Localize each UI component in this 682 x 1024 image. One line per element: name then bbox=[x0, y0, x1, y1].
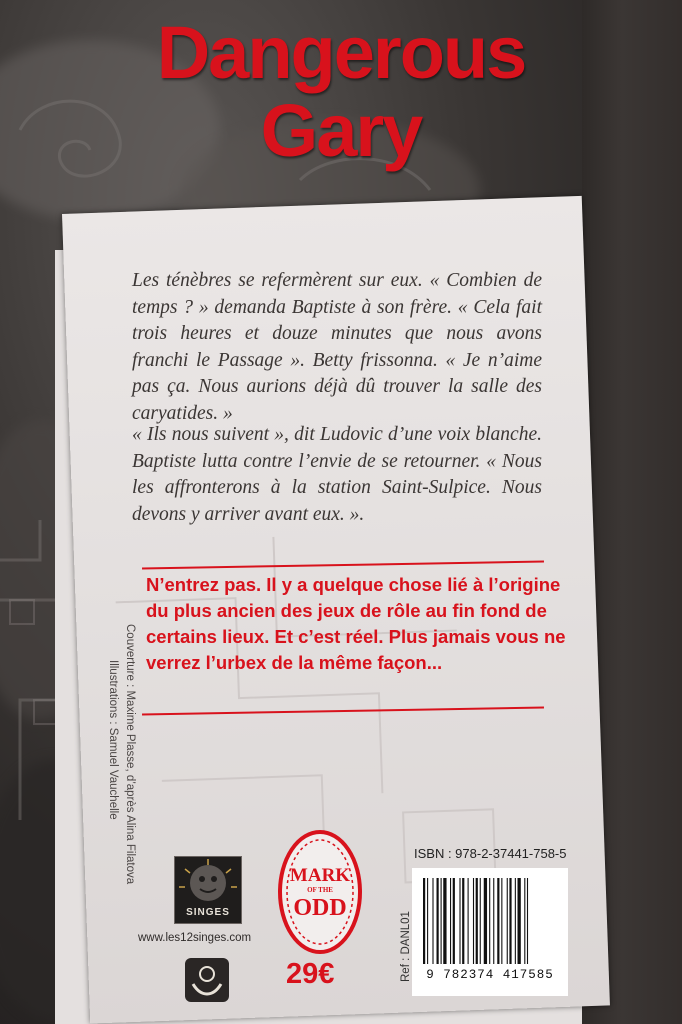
title-line-1: Dangerous bbox=[156, 11, 526, 94]
story-paragraph-1: Les ténèbres se refermèrent sur eux. « Combien de temps ? » demanda Baptiste à son frère. « Cela fait trois heures et douze minutes que nous avons franchi le Passage ». Betty frissonna. « Je n’aime pas ça. Nous aurions déjà dû trouver la salle des caryatides. » bbox=[132, 270, 542, 424]
small-logo bbox=[185, 958, 229, 1002]
publisher-logo-text: SINGES bbox=[186, 907, 230, 918]
barcode-box bbox=[412, 868, 568, 996]
story-paragraph-2: « Ils nous suivent », dit Ludovic d’une voix blanche. Baptiste lutta contre l’envie de se retourner. « Nous les affronterons à la station Saint-Sulpice. Nous devons y arriver avant eux. ». bbox=[132, 424, 542, 525]
badge-line-1: MARK bbox=[289, 865, 351, 886]
book-title bbox=[0, 11, 682, 172]
title-line-2: Gary bbox=[260, 89, 422, 172]
barcode-icon bbox=[421, 878, 559, 966]
publisher-website[interactable]: www.les12singes.com bbox=[138, 932, 252, 944]
isbn: ISBN : 978-2-37441-758-5 bbox=[414, 846, 567, 861]
credit-cover: Couverture : Maxime Plasse, d’après Alina Filatova bbox=[124, 624, 136, 885]
mark-of-the-odd-badge bbox=[276, 828, 364, 956]
hands-globe-icon bbox=[185, 958, 229, 1002]
credit-illustrations: Illustrations : Samuel Vauchelle bbox=[107, 660, 119, 820]
badge-text bbox=[276, 866, 364, 921]
barcode-digits: 9 782374 417585 bbox=[426, 968, 554, 982]
publisher-logo bbox=[174, 856, 242, 924]
badge-line-2: OF THE bbox=[307, 886, 333, 894]
price: 29€ bbox=[286, 958, 335, 990]
badge-line-3: ODD bbox=[293, 895, 347, 921]
tagline: N’entrez pas. Il y a quelque chose lié à l’origine du plus ancien des jeux de rôle au fin fond de certains lieux. Et c’est réel. Plus jamais vous ne verrez l’urbex de la même façon... bbox=[146, 574, 566, 673]
reference-code: Ref : DANL01 bbox=[400, 911, 412, 982]
